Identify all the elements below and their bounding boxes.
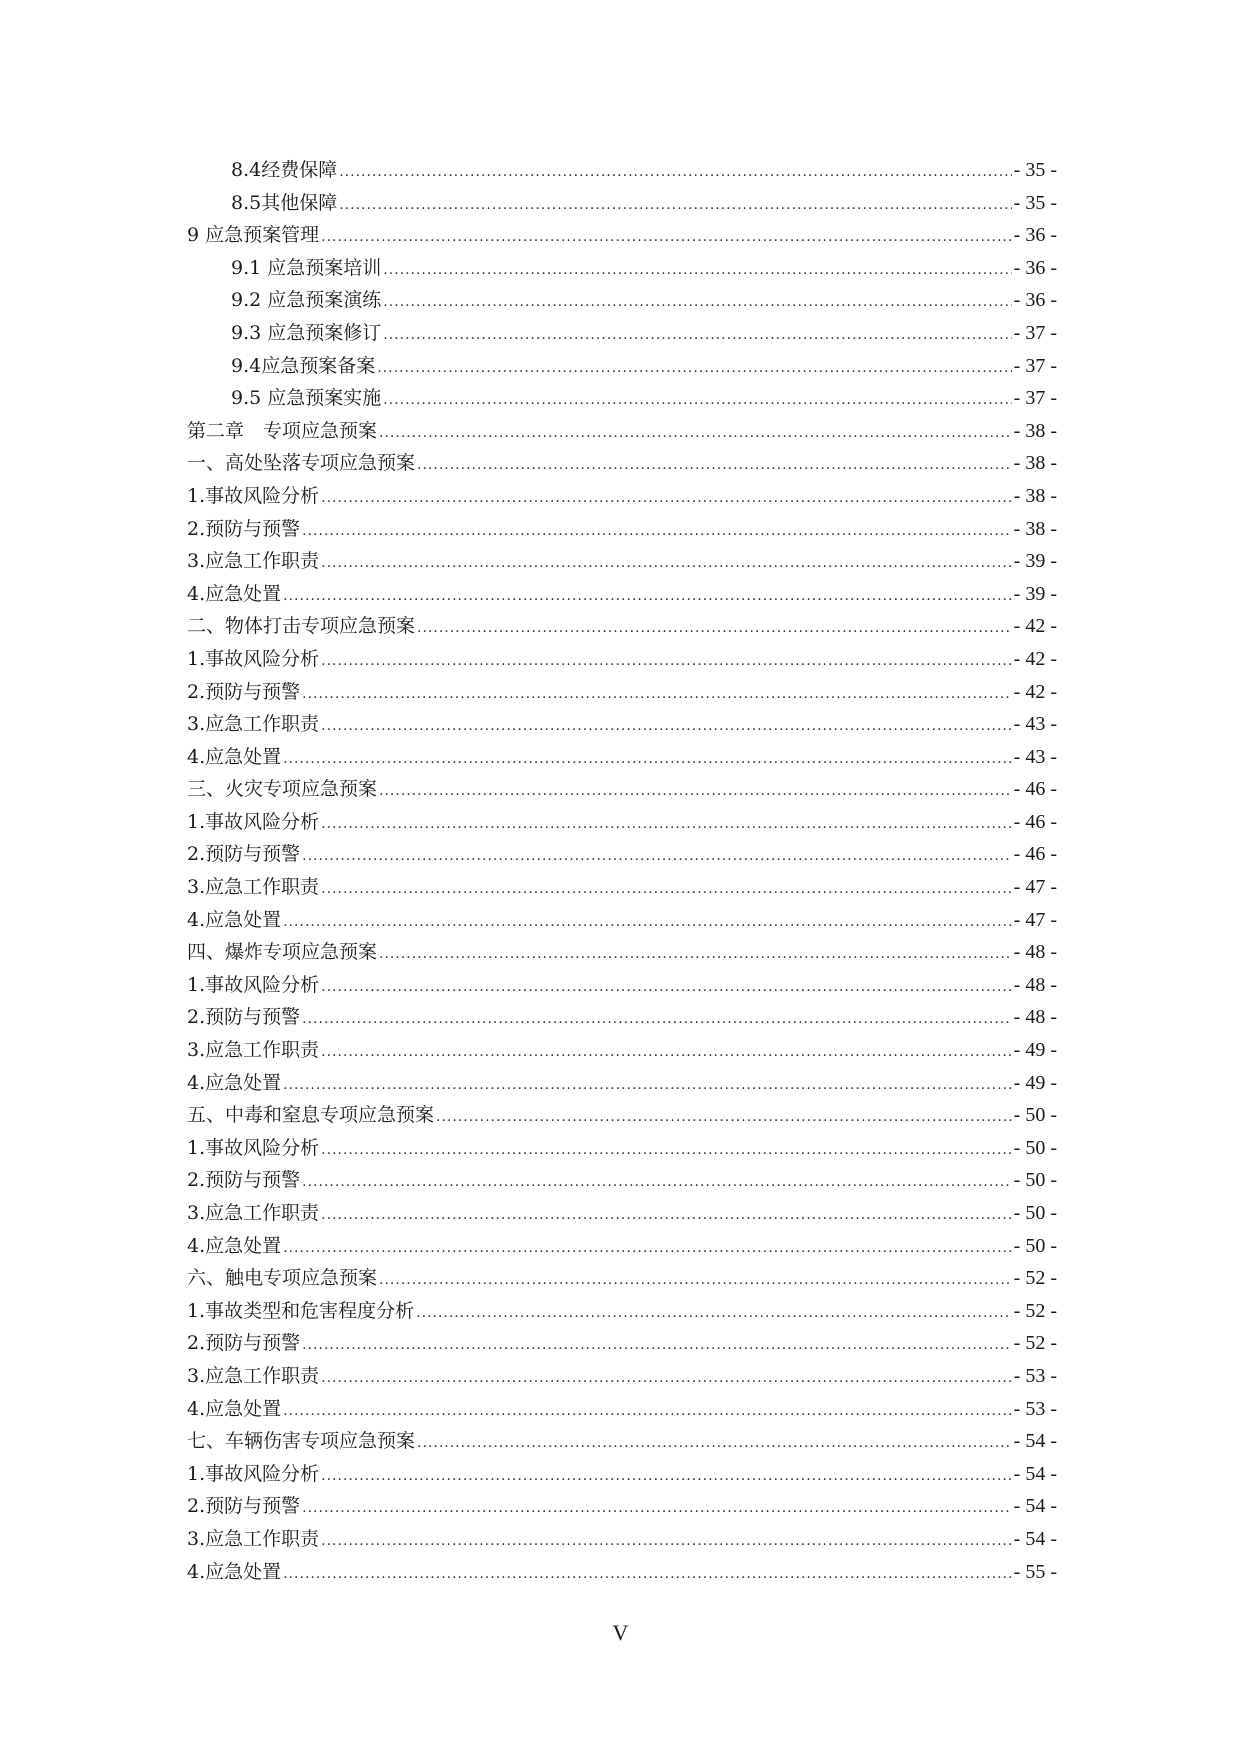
toc-entry[interactable] (187, 1034, 1057, 1067)
toc-entry[interactable] (187, 415, 1057, 448)
toc-entry-label: 9.2 应急预案演练 (231, 289, 382, 312)
toc-dot-leader (283, 906, 1012, 939)
toc-entry-page: - 54 - (1013, 1462, 1057, 1485)
toc-entry-page: - 46 - (1013, 843, 1057, 866)
toc-entry[interactable] (187, 578, 1057, 611)
toc-entry-page: - 53 - (1013, 1364, 1057, 1387)
toc-dot-leader (379, 1264, 1012, 1297)
toc-entry-label: 五、中毒和窒息专项应急预案 (187, 1104, 435, 1127)
toc-entry-page: - 50 - (1013, 1104, 1057, 1127)
toc-dot-leader (339, 189, 1011, 222)
toc-entry-page: - 42 - (1013, 647, 1057, 670)
toc-dot-leader (321, 1362, 1012, 1395)
toc-dot-leader (339, 156, 1011, 189)
toc-entry[interactable] (187, 545, 1057, 578)
toc-entry[interactable] (187, 610, 1057, 643)
toc-entry[interactable] (187, 1132, 1057, 1165)
toc-entry-page: - 38 - (1013, 419, 1057, 442)
toc-dot-leader (383, 254, 1011, 287)
toc-entry-page: - 36 - (1013, 224, 1057, 247)
toc-entry-page: - 46 - (1013, 810, 1057, 833)
toc-entry-page: - 50 - (1013, 1136, 1057, 1159)
toc-entry-label: 2.预防与预警 (187, 680, 301, 703)
toc-dot-leader (321, 808, 1012, 841)
toc-entry-label: 3.应急工作职责 (187, 550, 320, 573)
toc-entry-label: 一、高处坠落专项应急预案 (187, 452, 416, 475)
toc-dot-leader (417, 1427, 1012, 1460)
toc-entry[interactable] (187, 1099, 1057, 1132)
toc-entry-page: - 36 - (1013, 256, 1057, 279)
toc-entry-label: 4.应急处置 (187, 1397, 282, 1420)
toc-dot-leader (321, 710, 1012, 743)
toc-entry-label: 9.5 应急预案实施 (231, 387, 382, 410)
toc-entry-page: - 47 - (1013, 876, 1057, 899)
toc-entry[interactable] (187, 382, 1057, 415)
toc-entry-label: 七、车辆伤害专项应急预案 (187, 1430, 416, 1453)
toc-entry-label: 3.应急工作职责 (187, 876, 320, 899)
toc-entry[interactable] (187, 1556, 1057, 1589)
toc-entry-page: - 35 - (1013, 191, 1057, 214)
toc-entry-label: 3.应急工作职责 (187, 1364, 320, 1387)
toc-entry-label: 4.应急处置 (187, 582, 282, 605)
toc-dot-leader (436, 1101, 1012, 1134)
toc-dot-leader (383, 319, 1011, 352)
toc-dot-leader (416, 1297, 1012, 1330)
toc-dot-leader (417, 612, 1012, 645)
toc-entry[interactable] (187, 741, 1057, 774)
toc-entry-label: 1.事故风险分析 (187, 973, 320, 996)
toc-entry-page: - 35 - (1013, 159, 1057, 181)
toc-entry-label: 2.预防与预警 (187, 1006, 301, 1029)
toc-entry-page: - 42 - (1013, 680, 1057, 703)
toc-entry-label: 2.预防与预警 (187, 1332, 301, 1355)
toc-entry-page: - 52 - (1013, 1299, 1057, 1322)
toc-entry[interactable] (187, 904, 1057, 937)
toc-entry[interactable] (187, 447, 1057, 480)
toc-entry-page: - 38 - (1013, 517, 1057, 540)
toc-entry[interactable] (187, 871, 1057, 904)
toc-entry-page: - 48 - (1013, 973, 1057, 996)
toc-entry-label: 8.4经费保障 (231, 159, 338, 181)
toc-dot-leader (302, 1492, 1012, 1525)
toc-entry-label: 9.4应急预案备案 (231, 354, 376, 377)
toc-entry-label: 三、火灾专项应急预案 (187, 778, 378, 801)
toc-entry[interactable] (187, 350, 1057, 383)
toc-entry[interactable] (187, 284, 1057, 317)
toc-entry[interactable] (187, 643, 1057, 676)
toc-entry[interactable] (187, 1458, 1057, 1491)
toc-entry[interactable] (187, 480, 1057, 513)
toc-entry[interactable] (187, 1327, 1057, 1360)
toc-entry-page: - 36 - (1013, 289, 1057, 312)
table-of-contents (187, 154, 1057, 1588)
toc-entry-label: 四、爆炸专项应急预案 (187, 941, 378, 964)
toc-entry-page: - 39 - (1013, 582, 1057, 605)
toc-entry-label: 9.3 应急预案修订 (231, 321, 382, 344)
toc-entry-page: - 48 - (1013, 1006, 1057, 1029)
toc-dot-leader (417, 449, 1012, 482)
toc-entry-page: - 39 - (1013, 550, 1057, 573)
toc-entry-label: 二、物体打击专项应急预案 (187, 615, 416, 638)
toc-entry-page: - 37 - (1013, 321, 1057, 344)
toc-entry[interactable] (187, 1067, 1057, 1100)
toc-entry-page: - 50 - (1013, 1234, 1057, 1257)
toc-entry-label: 2.预防与预警 (187, 1495, 301, 1518)
toc-entry[interactable] (187, 1523, 1057, 1556)
toc-entry-page: - 38 - (1013, 484, 1057, 507)
toc-dot-leader (321, 482, 1012, 515)
toc-dot-leader (302, 840, 1012, 873)
toc-entry[interactable] (187, 1490, 1057, 1523)
toc-entry-page: - 42 - (1013, 615, 1057, 638)
toc-dot-leader (321, 1036, 1012, 1069)
toc-entry[interactable] (187, 219, 1057, 252)
toc-dot-leader (321, 1134, 1012, 1167)
toc-dot-leader (379, 417, 1012, 450)
toc-dot-leader (302, 678, 1012, 711)
toc-entry-page: - 46 - (1013, 778, 1057, 801)
toc-entry-page: - 50 - (1013, 1202, 1057, 1224)
toc-entry-page: - 49 - (1013, 1071, 1057, 1094)
toc-entry[interactable] (187, 708, 1057, 741)
toc-entry-label: 1.事故风险分析 (187, 647, 320, 670)
toc-entry[interactable] (187, 936, 1057, 969)
toc-dot-leader (283, 1232, 1012, 1265)
toc-dot-leader (321, 1460, 1012, 1493)
toc-dot-leader (302, 1329, 1012, 1362)
toc-dot-leader (383, 286, 1011, 319)
toc-entry[interactable] (187, 513, 1057, 546)
toc-entry[interactable] (187, 1001, 1057, 1034)
toc-entry[interactable] (187, 1230, 1057, 1263)
toc-entry-label: 1.事故风险分析 (187, 1136, 320, 1159)
toc-entry-label: 2.预防与预警 (187, 517, 301, 540)
toc-dot-leader (283, 1069, 1012, 1102)
toc-dot-leader (321, 1525, 1012, 1558)
toc-entry-page: - 48 - (1013, 941, 1057, 964)
toc-entry-label: 1.事故风险分析 (187, 810, 320, 833)
toc-entry[interactable] (187, 252, 1057, 285)
page-number: V (612, 1620, 629, 1645)
toc-entry[interactable] (187, 969, 1057, 1002)
toc-dot-leader (321, 873, 1012, 906)
toc-dot-leader (379, 775, 1012, 808)
toc-entry-label: 4.应急处置 (187, 908, 282, 931)
toc-entry[interactable] (187, 1197, 1057, 1230)
toc-dot-leader (321, 971, 1012, 1004)
toc-entry-label: 2.预防与预警 (187, 843, 301, 866)
toc-entry-label: 4.应急处置 (187, 1071, 282, 1094)
toc-dot-leader (302, 515, 1012, 548)
toc-entry[interactable] (187, 1164, 1057, 1197)
toc-entry[interactable] (187, 154, 1057, 187)
toc-entry-page: - 54 - (1013, 1527, 1057, 1550)
toc-entry-label: 1.事故风险分析 (187, 484, 320, 507)
toc-entry-page: - 54 - (1013, 1495, 1057, 1518)
toc-entry-page: - 50 - (1013, 1169, 1057, 1192)
toc-entry-label: 2.预防与预警 (187, 1169, 301, 1192)
toc-entry-page: - 37 - (1013, 354, 1057, 377)
toc-entry-label: 9.1 应急预案培训 (231, 256, 382, 279)
toc-entry-label: 1.事故风险分析 (187, 1462, 320, 1485)
toc-entry-label: 4.应急处置 (187, 745, 282, 768)
toc-entry-page: - 38 - (1013, 452, 1057, 475)
toc-dot-leader (283, 743, 1012, 776)
toc-entry-label: 3.应急工作职责 (187, 1039, 320, 1062)
toc-entry-page: - 52 - (1013, 1332, 1057, 1355)
toc-entry-label: 8.5其他保障 (231, 191, 338, 214)
toc-dot-leader (377, 352, 1011, 385)
toc-entry[interactable] (187, 1393, 1057, 1426)
toc-entry[interactable] (187, 187, 1057, 220)
toc-entry-label: 4.应急处置 (187, 1560, 282, 1583)
toc-dot-leader (321, 221, 1012, 254)
toc-dot-leader (283, 1558, 1012, 1591)
toc-dot-leader (302, 1003, 1012, 1036)
toc-entry-page: - 55 - (1013, 1560, 1057, 1583)
toc-entry-page: - 53 - (1013, 1397, 1057, 1420)
toc-entry-label: 六、触电专项应急预案 (187, 1267, 378, 1290)
toc-entry[interactable] (187, 1295, 1057, 1328)
toc-entry-label: 1.事故类型和危害程度分析 (187, 1299, 415, 1322)
toc-entry[interactable] (187, 676, 1057, 709)
toc-entry-page: - 52 - (1013, 1267, 1057, 1290)
toc-entry[interactable] (187, 806, 1057, 839)
toc-entry[interactable] (187, 317, 1057, 350)
toc-dot-leader (283, 1395, 1012, 1428)
toc-dot-leader (283, 580, 1012, 613)
toc-entry[interactable] (187, 1425, 1057, 1458)
toc-dot-leader (321, 547, 1012, 580)
toc-entry-page: - 43 - (1013, 713, 1057, 736)
toc-entry-label: 3.应急工作职责 (187, 1527, 320, 1550)
toc-entry-label: 3.应急工作职责 (187, 1202, 320, 1224)
toc-entry-label: 9 应急预案管理 (187, 224, 320, 247)
toc-entry[interactable] (187, 1262, 1057, 1295)
toc-dot-leader (321, 645, 1012, 678)
toc-entry-label: 4.应急处置 (187, 1234, 282, 1257)
toc-entry-label: 3.应急工作职责 (187, 713, 320, 736)
toc-dot-leader (321, 1199, 1012, 1232)
toc-entry-label: 第二章 专项应急预案 (187, 419, 378, 442)
toc-entry-page: - 54 - (1013, 1430, 1057, 1453)
toc-entry[interactable] (187, 773, 1057, 806)
toc-entry-page: - 47 - (1013, 908, 1057, 931)
toc-entry-page: - 43 - (1013, 745, 1057, 768)
toc-entry-page: - 37 - (1013, 387, 1057, 410)
toc-entry-page: - 49 - (1013, 1039, 1057, 1062)
toc-dot-leader (302, 1166, 1012, 1199)
toc-dot-leader (383, 384, 1011, 417)
toc-entry[interactable] (187, 838, 1057, 871)
toc-entry[interactable] (187, 1360, 1057, 1393)
toc-dot-leader (379, 938, 1012, 971)
